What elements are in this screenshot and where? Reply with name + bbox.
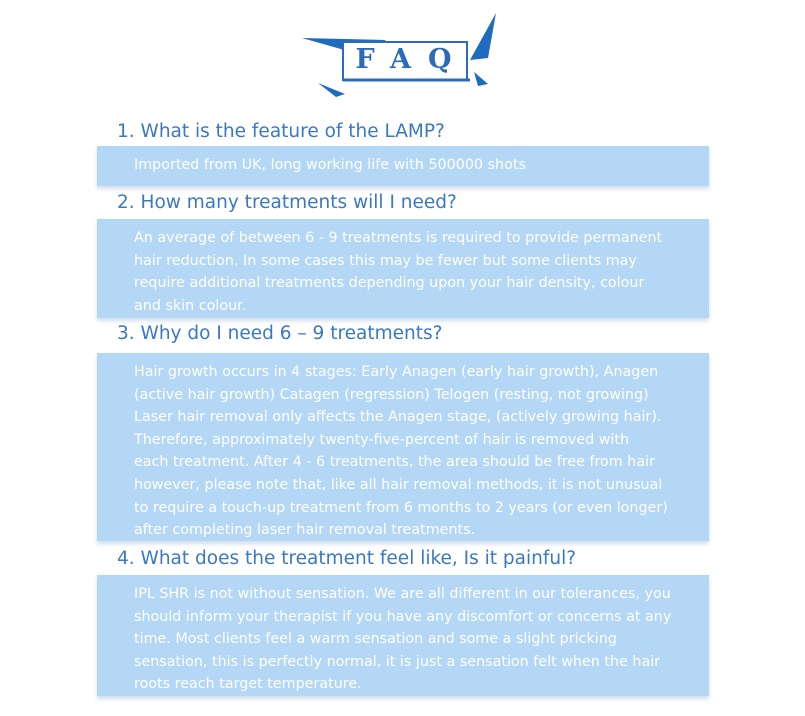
answer-line: hair reduction. In some cases this may be fewer but some clients may <box>134 252 637 269</box>
answer-line: roots reach target temperature. <box>134 676 362 693</box>
banner-bottom-left-triangle <box>318 83 345 97</box>
answer-line: time. Most clients feel a warm sensation and some a slight pricking <box>134 631 617 648</box>
answer-line: should inform your therapist if you have any discomfort or concerns at any <box>134 608 672 625</box>
answer-line: and skin colour. <box>134 297 247 314</box>
faq-answer-4 <box>97 575 709 696</box>
banner-right-triangle-top <box>470 13 496 60</box>
answer-line: however, please note that, like all hair removal methods, it is not unusual <box>134 476 663 493</box>
faq-question-3: 3. Why do I need 6 – 9 treatments? <box>117 323 443 344</box>
banner-right-triangle-small <box>474 72 488 86</box>
faq-question-4: 4. What does the treatment feel like, Is it painful? <box>117 548 577 569</box>
answer-line: after completing laser hair removal treatments. <box>134 522 476 539</box>
answer-line: Therefore, approximately twenty-five-percent of hair is removed with <box>134 431 630 448</box>
answer-line: An average of between 6 - 9 treatments is required to provide permanent <box>134 230 663 246</box>
faq-answer-2 <box>97 219 709 318</box>
answer-line: IPL SHR is not without sensation. We are all different in our tolerances, you <box>134 586 671 602</box>
answer-line: require additional treatments depending upon your hair density, colour <box>134 275 645 292</box>
answer-line: Imported from UK, long working life with 500000 shots <box>134 157 526 173</box>
answer-line: (active hair growth) Catagen (regression) Telogen (resting, not growing) <box>134 386 649 403</box>
faq-answer-1 <box>97 146 709 186</box>
answer-line: to require a touch-up treatment from 6 months to 2 years (or even longer) <box>134 499 668 516</box>
answer-line: Laser hair removal only affects the Anagen stage, (actively growing hair). <box>134 409 662 426</box>
answer-line: each treatment. After 4 - 6 treatments, the area should be free from hair <box>134 454 655 471</box>
answer-line: sensation, this is perfectly normal, it is just a sensation felt when the hair <box>134 653 661 670</box>
faq-question-2: 2. How many treatments will I need? <box>117 192 457 213</box>
faq-answer-3 <box>97 353 709 541</box>
answer-line: Hair growth occurs in 4 stages: Early Anagen (early hair growth), Anagen <box>134 364 659 380</box>
faq-question-1: 1. What is the feature of the LAMP? <box>117 121 445 142</box>
faq-title: FAQ <box>355 43 469 75</box>
